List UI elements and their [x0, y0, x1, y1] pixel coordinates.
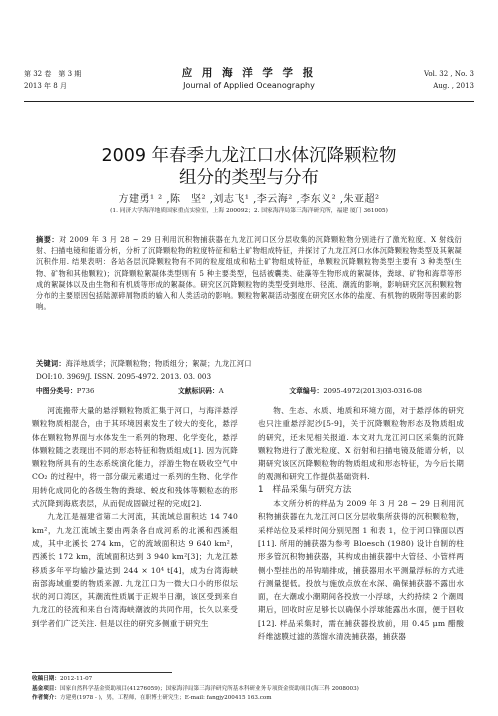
- header-divider: [24, 101, 474, 102]
- abstract: [36, 234, 462, 312]
- journal-name-cn: 应 用 海 洋 学 学 报: [181, 67, 317, 79]
- body-paragraph: 本文所分析的样品为 2009 年 3 月 28 ~ 29 日利用沉积物捕获器在九龙江河口区分层收集所获得的沉积颗粒物，采样站位及采样时间分别见图 1 和表 1，位于河口锋面以西[11]. 所用的捕获器为参考 Bloesch (1980) 设计自制的柱形多管沉积物捕获器，其构成由捕获器中大管径、小管样两侧小型挂出的吊钩端排成，捕获器用水平测量浮标的方式进行测量提低。投放与施放点放在水深、确保捕获器不露出水面，在大潮或小潮期间各投放一小浮球，大约持续 2 个潮周期后，回收时应足够长以确保小浮球能露出水面，便于回收[12]. 样品采集时，需在捕获器投放前，用 0.45 μm 醋酸纤维滤膜过滤的蒸馏水清洗捕获器，捕获器: [258, 499, 464, 642]
- volume-issue-en: Vol. 32 , No. 3: [423, 70, 474, 78]
- article-title-line1: 2009 年春季九龙江口水体沉降颗粒物: [101, 146, 397, 166]
- running-header: [24, 66, 474, 100]
- article-title-line2: 组分的类型与分布: [179, 168, 319, 188]
- footnote-divider: [32, 672, 172, 673]
- affiliation: (1. 同济大学海洋地质国家重点实验室，上海 200092；2. 国家海洋局第三海洋研究所，福建 厦门 361005): [110, 208, 388, 214]
- volume-issue-cn: 第 32 卷 第 3 期: [24, 70, 82, 78]
- body-paragraph: 物、生态、水质、地质和环境方面，对于悬浮体的研究也只注重悬浮泥沙[5-9]，关于沉降颗粒物形态及物质组成的研究，还未见相关报道. 本文对九龙江河口区采集的沉降颗粒物进行了激光粒度、X 衍射和扫描电镜及能谱分析，以期研究该区沉降颗粒物的物质组成和形态特征，为今后长期的观测和研究工作提供基础资料.: [258, 406, 464, 482]
- clc-number: 中图分类号：P736: [36, 387, 95, 395]
- header-right: [424, 68, 474, 92]
- article-number: 文章编号：2095-4972(2013)03-0316-08: [289, 387, 422, 395]
- body-column-left: [32, 404, 238, 630]
- fund-info: 基金项目：国家自然科学基金资助项目(41276059)；国家海洋局第三海洋研究所基本科研业务专项资金资助项目(海三科 2008003): [32, 685, 359, 692]
- keywords-label: 关键词：: [36, 359, 66, 368]
- header-center: [24, 66, 474, 92]
- document-code: 文献标识码：A: [178, 387, 224, 395]
- body-paragraph: 河流搬带大量的悬浮颗粒物质汇集于河口，与海洋悬浮颗粒物质相混合，由于其环境因素发生了较大的变化，悬浮体在颗粒物界面与水体发生一系列的物理、化学变化，悬浮体颗粒随之表现出不同的形态特征和物质组成[1]. 因为沉降颗粒物所具有的生态系统演化能力，浮游生物在吸收空气中 CO₂ 的过程中，将一部分碳元素通过一系列的生物、化学作用转化成同化的各级生物的粪球、蜕皮和残体等颗粒态的形式沉降到海底表层，从而促成固碳过程的完成[2].: [32, 406, 238, 509]
- abstract-label: 摘要：: [36, 235, 60, 244]
- body-column-right: [258, 404, 464, 643]
- author-bio: 作者简介：方建勇(1978 - )，男，工程师，在职博士研究生；E-mail: fangjy200415 163.com: [32, 695, 272, 701]
- classification-line: [36, 385, 462, 395]
- date-en: Aug. , 2013: [433, 82, 474, 90]
- footnotes: [32, 675, 468, 704]
- keywords-text: 海洋地质学；沉降颗粒物；物质组分；絮凝；九龙江河口: [65, 359, 252, 368]
- received-date: 收稿日期：2012-11-07: [32, 676, 93, 682]
- date-cn: 2013 年 8 月: [24, 82, 67, 90]
- author-list: 方建勇¹ ² ,陈 坚² ,刘志飞¹ ,李云海² ,李东义² ,朱亚超²: [118, 194, 380, 205]
- doi: DOI:10. 3969/J. ISSN. 2095-4972. 2013. 03. 003: [36, 372, 212, 381]
- keywords: [36, 359, 462, 369]
- body-paragraph: 九龙江是福建省第二大河流，其流域总面积达 14 740 km²，九龙江流域主要由两条各自成河系的北溪和西溪组成，其中北溪长 274 km，它的流域面积达 9 640 km²，西溪长 172 km，流域面积达到 3 940 km²[3]；九龙江悬移质多年平均输沙量达到 244 × 10⁴ t[4]，成为台湾海峡南部海域重要的物质来源. 九龙江口为一微大口小的形似坛状的河口湾区，其潮流性质属于正规半日潮，该区受到来自九龙江的径流和来自台湾海峡潮波的共同作用，长久以来受到学者们广泛关注. 但是以往的研究多侧重于研究生: [32, 512, 238, 628]
- section-heading: 1 样品采集与研究方法: [258, 484, 352, 495]
- abstract-text: 对 2009 年 3 月 28 ~ 29 日利用沉积物捕获器在九龙江河口区分层收集的沉降颗粒物分别进行了激光粒度、X 射线衍射、扫描电镜和能谱分析，分析了沉降颗粒物的粒度特征和粘土矿物组成特征，并探讨了九龙江河口水体沉降颗粒物类型及其絮凝沉积作用. 结果表明：各站各层沉降颗粒物有不同的粒度组成和粘土矿物组成特征，单颗粒沉降颗粒物类型主要有 3 种类型(生物、矿物和其他颗粒)；沉降颗粒絮凝体类型则有 5 种主要类型，包括被囊类、硅藻等生物形成的絮凝体，粪球、矿物和海草等形成的絮凝体以及由生物和有机质等形成的絮凝体。研究区沉降颗粒物的类型受到地形、径流、潮流的影响，影响研究区沉积颗粒物分布的主要原因包括陆源碎屑物质的输入和人类活动的影响。颗粒物絮凝活动强度在研究区水体的盐度、有机物的吸附等因素的影响。: [36, 235, 462, 312]
- journal-name-en: Journal of Applied Oceanography: [183, 81, 315, 90]
